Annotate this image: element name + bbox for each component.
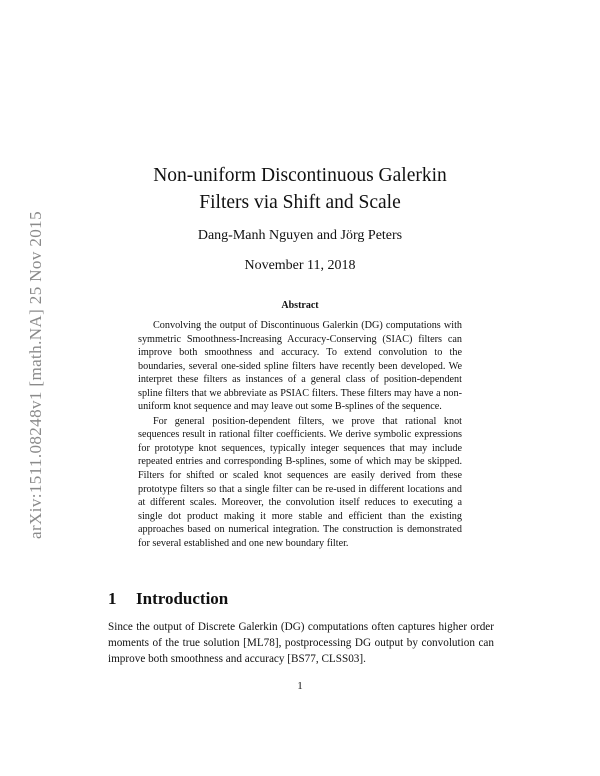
arxiv-identifier-stamp [24,188,48,562]
paper-title [100,162,500,216]
paper-date: November 11, 2018 [244,258,356,273]
paper-authors: Dang-Manh Nguyen and Jörg Peters [197,228,403,243]
section-number: 1 [108,589,117,608]
section-title: Introduction [136,589,229,608]
section-heading-introduction [108,588,228,610]
introduction-paragraph: Since the output of Discrete Galerkin (DG) computations often captures higher order moments of the true solution [ML78], postprocessing DG output by convolution can improve both smoothness and accuracy [BS77, CLSS03]. [108,621,494,666]
page-number: 1 [297,680,303,692]
abstract-body [138,319,462,550]
paper-title-line-1: Non-uniform Discontinuous Galerkin [153,165,447,186]
abstract-paragraph-1: Convolving the output of Discontinuous Galerkin (DG) computations with symmetric Smoothness-Increasing Accuracy-Conserving (SIAC) filters can improve both smoothness and accuracy. To extend convolution to the boundaries, several one-sided spline filters have recently been developed. We interpret these filters as instances of a general class of position-dependent spline filters that we abbreviate as PSIAC filters. These filters may have a non-uniform knot sequence and may leave out some B-splines of the sequence. [138,320,462,413]
abstract-paragraph-2: For general position-dependent filters, we prove that rational knot sequences result in rational filter coefficients. We derive symbolic expressions for prototype knot sequences, typically integer sequences that may include repeated entries and corresponding B-splines, some of which may be skipped. Filters for shifted or scaled knot sequences are easily derived from these prototype filters so that a single filter can be re-used in different locations and at different scales. Moreover, the convolution itself reduces to executing a single dot product making it more stable and efficient than the existing approaches based on numerical integration. The construction is demonstrated for several established and one new boundary filter. [138,415,462,549]
paper-title-line-2: Filters via Shift and Scale [199,192,401,213]
arxiv-identifier-text: arXiv:1511.08248v1 [math.NA] 25 Nov 2015 [26,211,45,539]
abstract-heading: Abstract [281,300,319,311]
